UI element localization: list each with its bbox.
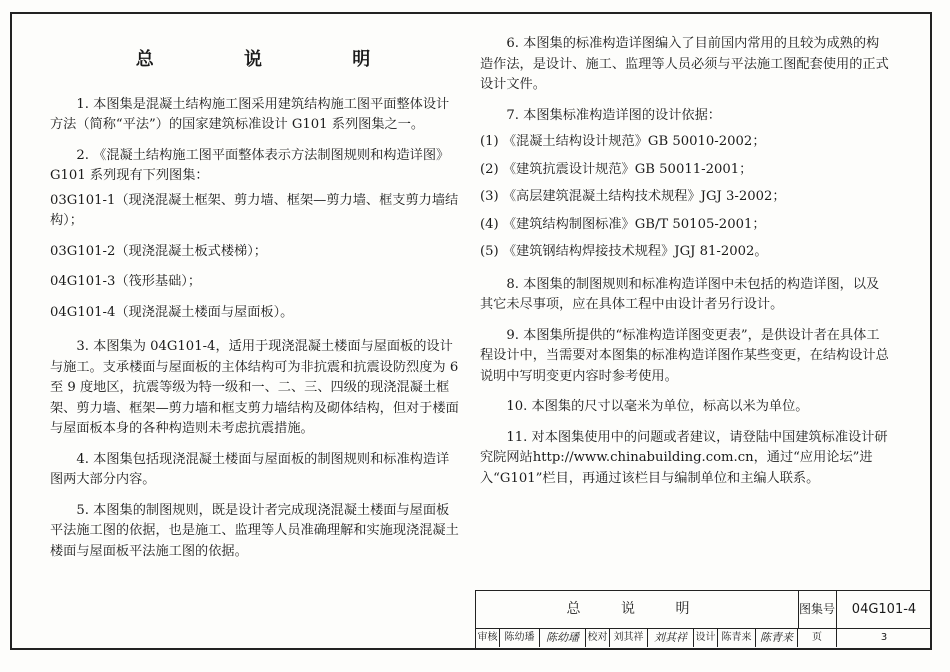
left-column [50, 50, 460, 572]
atlas-number-label: 图集号 [798, 591, 837, 628]
title-block [475, 590, 930, 648]
paragraph-5: 5. 本图集的制图规则，既是设计者完成现浇混凝土楼面与屋面板平法施工图的依据，也是施工、监理等人员准确理解和实施现浇混凝土楼面与屋面板平法施工图的依据。 [50, 502, 459, 559]
reviewer-signature: 陈幼璠 [540, 628, 586, 647]
design-label: 设计 [694, 628, 718, 647]
reference-item-4: (4) 《建筑结构制图标准》GB/T 50105-2001； [480, 216, 766, 232]
right-column [480, 34, 890, 499]
designer-signature: 陈青来 [756, 628, 798, 647]
check-label: 校对 [586, 628, 610, 647]
title-block-title: 总 说 明 [476, 591, 799, 628]
page-number: 3 [880, 632, 888, 643]
atlas-list-item-4: 04G101-4（现浇混凝土楼面与屋面板）。 [50, 304, 294, 320]
reference-item-5: (5) 《建筑钢结构焊接技术规程》JGJ 81-2002。 [480, 244, 768, 259]
paragraph-8: 8. 本图集的制图规则和标准构造详图中未包括的构造详图，以及其它未尽事项，应在具体工程中由设计者另行设计。 [480, 276, 880, 312]
atlas-number: 04G101-4 [851, 602, 917, 617]
paragraph-1: 1. 本图集是混凝土结构施工图采用建筑结构施工图平面整体设计方法（简称“平法”）的国家建筑标准设计 G101 系列图集之一。 [50, 96, 450, 132]
designer-name: 陈青来 [718, 628, 756, 647]
checker-name: 刘其祥 [610, 628, 648, 647]
paragraph-9: 9. 本图集所提供的“标准构造详图变更表”，是供设计者在具体工程设计中，当需要对本图集的标准构造详图作某些变更，在结构设计总说明中写明变更内容时参考使用。 [480, 327, 889, 384]
paragraph-4: 4. 本图集包括现浇混凝土楼面与屋面板的制图规则和标准构造详图两大部分内容。 [50, 451, 450, 487]
paragraph-7: 7. 本图集标准构造详图的设计依据： [506, 107, 721, 123]
checker-signature: 刘其祥 [648, 628, 694, 647]
title-block-signature-row [476, 628, 930, 647]
atlas-list-item-2: 03G101-2（现浇混凝土板式楼梯）； [50, 243, 267, 259]
page-title: 总 说 明 [135, 49, 413, 70]
atlas-list-item-1: 03G101-1（现浇混凝土框架、剪力墙、框架—剪力墙、框支剪力墙结构）； [50, 192, 459, 228]
paragraph-11: 11. 对本图集使用中的问题或者建议，请登陆中国建筑标准设计研究院网站http://www.chinabuilding.com.cn，通过“应用论坛”进入“G101”栏目，再通过该栏目与编制单位和主编人联系。 [480, 429, 888, 486]
paragraph-10: 10. 本图集的尺寸以毫米为单位，标高以米为单位。 [506, 399, 809, 414]
paragraph-6: 6. 本图集的标准构造详图编入了目前国内常用的且较为成熟的构造作法，是设计、施工、监理等人员必须与平法施工图配套使用的正式设计文件。 [480, 36, 889, 92]
atlas-list-item-3: 04G101-3（筏形基础）； [50, 274, 202, 289]
title-block-top-row [476, 591, 930, 629]
reviewer-name: 陈幼璠 [500, 628, 540, 647]
reference-item-3: (3) 《高层建筑混凝土结构技术规程》JGJ 3-2002； [480, 189, 786, 204]
review-label: 审核 [476, 628, 500, 647]
paragraph-2: 2. 《混凝土结构施工图平面整体表示方法制图规则和构造详图》G101 系列现有下列图集： [50, 147, 450, 183]
paragraph-3: 3. 本图集为 04G101-4，适用于现浇混凝土楼面与屋面板的设计与施工。支承楼面与屋面板的主体结构可为非抗震和抗震设防烈度为 6 至 9 度地区，抗震等级为特一级和一、二、三、四级的现浇混凝土框架、剪力墙、框架—剪力墙和框支剪力墙结构及砌体结构，但对于楼面与屋面板本身的各种构造则未考虑抗震措施。 [50, 339, 459, 436]
page-label: 页 [798, 628, 837, 647]
reference-item-1: (1) 《混凝土结构设计规范》GB 50010-2002； [480, 134, 766, 149]
reference-item-2: (2) 《建筑抗震设计规范》GB 50011-2001； [480, 161, 753, 177]
